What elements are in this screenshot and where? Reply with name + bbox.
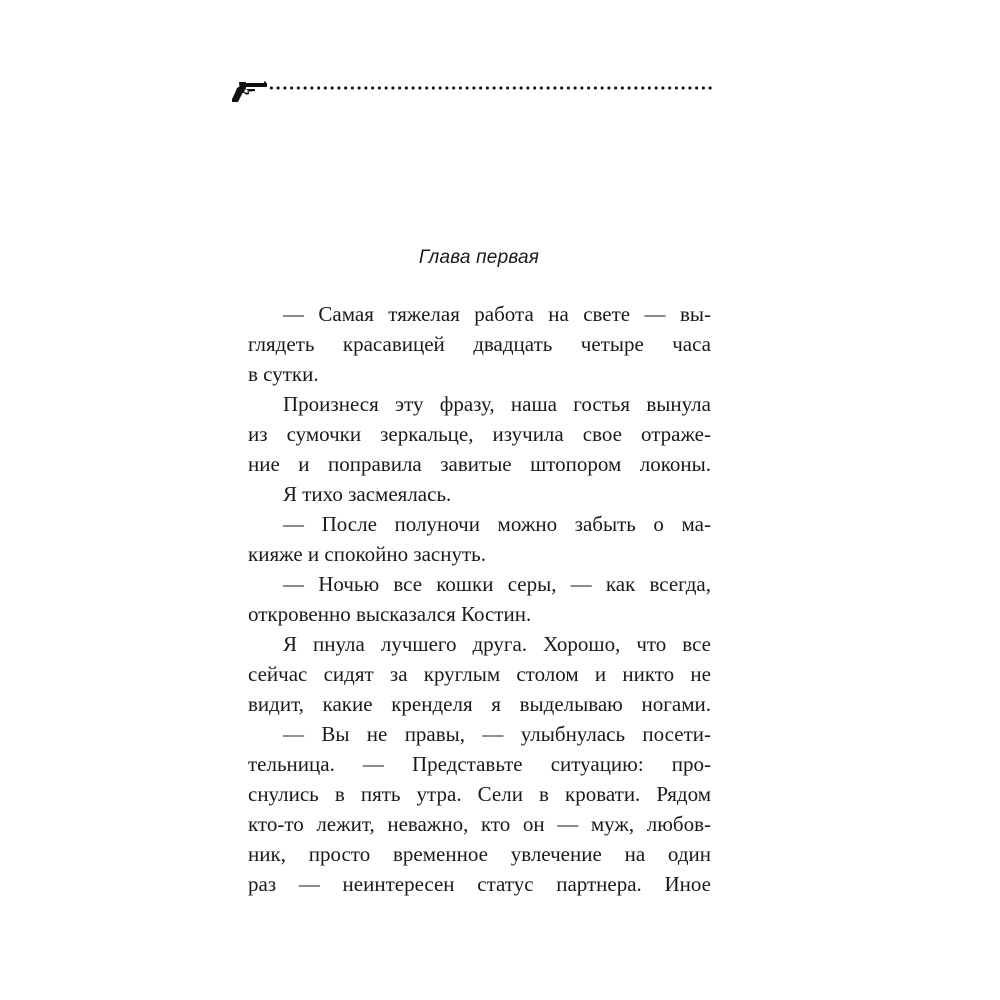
text-line: ник, просто временное увлечение на один (248, 842, 711, 866)
dotted-divider (268, 86, 713, 90)
text-line: раз — неинтересен статус партнера. Иное (248, 872, 711, 896)
text-line: — Самая тяжелая работа на свете — вы- (283, 302, 711, 326)
text-line: видит, какие кренделя я выделываю ногами. (248, 692, 711, 716)
text-line: кияже и спокойно заснуть. (248, 542, 486, 566)
text-line: Я пнула лучшего друга. Хорошо, что все (283, 632, 711, 656)
body-text (248, 299, 711, 899)
text-line: тельница. — Представьте ситуацию: про- (248, 752, 711, 776)
chapter-title: Глава первая (418, 247, 540, 268)
text-line: — Вы не правы, — улыбнулась посети- (283, 722, 711, 746)
text-line: в сутки. (248, 362, 319, 386)
text-line: — После полуночи можно забыть о ма- (283, 512, 711, 536)
text-line: глядеть красавицей двадцать четыре часа (248, 332, 711, 356)
text-line: — Ночью все кошки серы, — как всегда, (283, 572, 711, 596)
text-line: из сумочки зеркальце, изучила свое отраже- (248, 422, 711, 446)
text-line: откровенно высказался Костин. (248, 602, 532, 626)
text-line: Я тихо засмеялась. (283, 482, 452, 506)
revolver-icon (231, 80, 268, 103)
text-line: ние и поправила завитые штопором локоны. (248, 452, 711, 476)
text-line: снулись в пять утра. Сели в кровати. Рядом (248, 782, 711, 806)
chapter-header-ornament (230, 78, 714, 104)
text-line: Произнеся эту фразу, наша гостья вынула (283, 392, 711, 416)
text-line: сейчас сидят за круглым столом и никто не (248, 662, 711, 686)
text-line: кто-то лежит, неважно, кто он — муж, любов- (248, 812, 711, 836)
